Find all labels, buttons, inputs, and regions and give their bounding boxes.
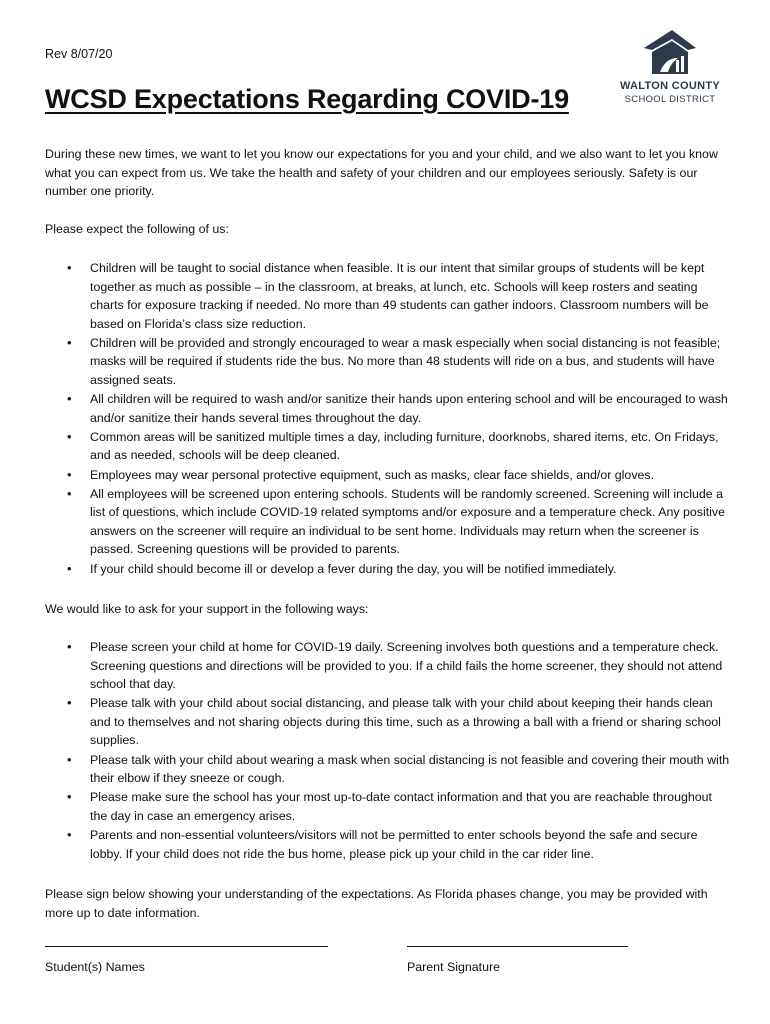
list-item: • Please talk with your child about wearing a mask when social distancing is not feasible and covering their mouth with their elbow if they sneeze or cough. [45, 751, 730, 788]
list-item: • Please talk with your child about social distancing, and please talk with your child about keeping their hands clean and to themselves and not sharing objects during this time, such as a throwing a ball with a friend or sharing school supplies. [45, 694, 730, 750]
support-heading: We would like to ask for your support in the following ways: [45, 602, 369, 616]
expectations-list [45, 259, 730, 579]
list-item: • Children will be taught to social distance when feasible. It is our intent that similar groups of students will be kept together as much as possible – in the classroom, at breaks, at lunch, etc. Schools will keep rosters and seating charts for exposure tracking if needed. No more than 49 students can gather indoors. Classroom numbers will be based on Florida’s class size reduction. [45, 259, 730, 333]
student-names-label: Student(s) Names [45, 960, 145, 974]
student-names-line[interactable] [45, 946, 328, 947]
school-building-icon [630, 28, 710, 78]
parent-signature-line[interactable] [407, 946, 628, 947]
list-item: • Children will be provided and strongly encouraged to wear a mask especially when social distancing is not feasible; masks will be required if students ride the bus. No more than 48 students will ride on a bus, and students will have assigned seats. [45, 334, 730, 390]
expectations-heading: Please expect the following of us: [45, 222, 229, 236]
list-item: • All employees will be screened upon entering schools. Students will be randomly screened. Screening will include a list of questions, which include COVID-19 related symptoms and/or exposure and a temperature check. Any positive answers on the screener will require an individual to be sent home. Individuals may return when the screener is passed. Screening questions will be provided to parents. [45, 485, 730, 559]
page-title: WCSD Expectations Regarding COVID-19 [45, 84, 569, 114]
parent-signature-label: Parent Signature [407, 960, 500, 974]
revision-date: Rev 8/07/20 [45, 47, 113, 61]
list-item: • Common areas will be sanitized multiple times a day, including furniture, doorknobs, shared items, etc. On Fridays, and as needed, schools will be deep cleaned. [45, 428, 730, 465]
list-item: • All children will be required to wash and/or sanitize their hands upon entering school and will be encouraged to wash and/or sanitize their hands several times throughout the day. [45, 390, 730, 427]
intro-paragraph: During these new times, we want to let you know our expectations for you and your child, and we also want to let you know what you can expect from us. We take the health and safety of your children and our employees seriously. Safety is our number one priority. [45, 147, 718, 199]
sign-instructions: Please sign below showing your understanding of the expectations. As Florida phases change, you may be provided with more up to date information. [45, 887, 708, 920]
list-item: • If your child should become ill or develop a fever during the day, you will be notified immediately. [45, 560, 730, 579]
logo-text-district: SCHOOL DISTRICT [624, 94, 716, 105]
district-logo [610, 28, 730, 108]
list-item: • Please screen your child at home for COVID-19 daily. Screening involves both questions and a temperature check. Screening questions and directions will be provided to you. If a child fails the home screener, they should not attend school that day. [45, 638, 730, 694]
list-item: • Employees may wear personal protective equipment, such as masks, clear face shields, and/or gloves. [45, 466, 730, 485]
logo-text-county: WALTON COUNTY [619, 80, 721, 92]
list-item: • Please make sure the school has your most up-to-date contact information and that you are reachable throughout the day in case an emergency arises. [45, 788, 730, 825]
support-list [45, 638, 730, 864]
list-item: • Parents and non-essential volunteers/visitors will not be permitted to enter schools beyond the safe and secure lobby. If your child does not ride the bus home, please pick up your child in the car rider line. [45, 826, 730, 863]
